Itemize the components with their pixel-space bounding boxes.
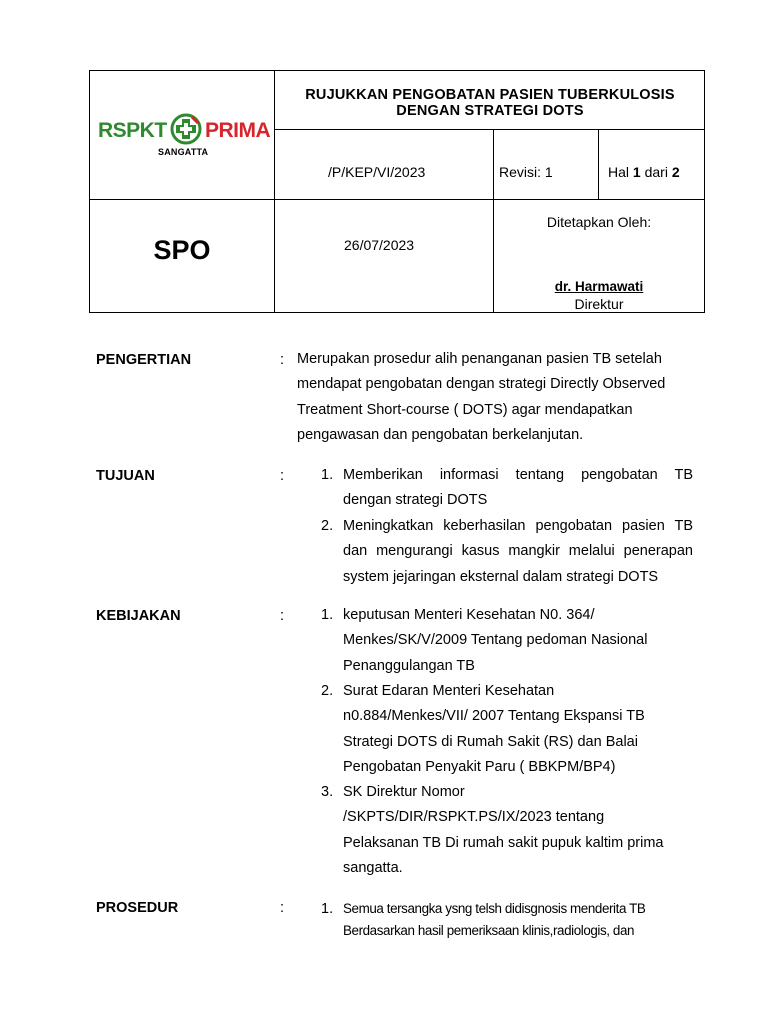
tujuan-2-line-2: dan mengurangi kasus mangkir melalui penerapan — [343, 543, 693, 560]
colon-pengertian: : — [280, 352, 285, 368]
pengertian-line-3: Treatment Short-course ( DOTS) agar mendapatkan — [297, 401, 633, 418]
label-pengertian: PENGERTIAN — [96, 352, 192, 368]
kebijakan-3-line-1: SK Direktur Nomor — [343, 784, 465, 800]
kebijakan-3-line-2: /SKPTS/DIR/RSPKT.PS/IX/2023 tentang — [343, 809, 605, 826]
label-tujuan: TUJUAN — [96, 468, 155, 484]
page-current: 1 — [632, 164, 641, 180]
kebijakan-1-line-1: keputusan Menteri Kesehatan N0. 364/ — [343, 607, 595, 623]
issue-date: 26/07/2023 — [344, 237, 415, 253]
pengertian-text — [297, 347, 697, 448]
title-line-2: DENGAN STRATEGI DOTS — [396, 103, 584, 119]
signer-title: Direktur — [574, 296, 624, 312]
doc-number: /P/KEP/VI/2023 — [328, 164, 426, 180]
kebijakan-2-line-4: Pengobatan Penyakit Paru ( BBKPM/BP4) — [343, 758, 616, 775]
colon-prosedur: : — [280, 900, 285, 916]
kebijakan-2-line-1: Surat Edaran Menteri Kesehatan — [343, 683, 555, 699]
hospital-logo — [98, 109, 274, 169]
page-prefix: Hal — [608, 164, 633, 180]
kebijakan-3-line-3: Pelaksanan TB Di rumah sakit pupuk kaltim prima — [343, 834, 664, 851]
kebijakan-2-line-3: Strategi DOTS di Rumah Sakit (RS) dan Balai — [343, 733, 638, 750]
kebijakan-2-line-2: n0.884/Menkes/VII/ 2007 Tentang Ekspansi TB — [343, 708, 645, 725]
colon-tujuan: : — [280, 468, 285, 484]
logo-sub-text: SANGATTA — [158, 147, 209, 157]
medical-cross-icon — [170, 113, 202, 145]
document-title — [275, 87, 705, 119]
colon-kebijakan: : — [280, 608, 285, 624]
kebijakan-1-line-3: Penanggulangan TB — [343, 657, 475, 674]
kebijakan-1-line-2: Menkes/SK/V/2009 Tentang pedoman Nasional — [343, 632, 648, 649]
tujuan-1-line-2: dengan strategi DOTS — [343, 492, 488, 509]
page-indicator — [608, 164, 680, 180]
item-number: 2. — [321, 683, 334, 699]
kebijakan-3-line-4: sangatta. — [343, 859, 403, 876]
logo-right-text: PRIMA — [205, 119, 271, 142]
item-number: 1. — [321, 607, 334, 623]
label-prosedur: PROSEDUR — [96, 900, 179, 916]
signer-name: dr. Harmawati — [554, 279, 644, 294]
prosedur-1-line-2: Berdasarkan hasil pemeriksaan klinis,radiologis, dan — [343, 923, 635, 938]
title-line-1: RUJUKKAN PENGOBATAN PASIEN TUBERKULOSIS — [305, 87, 675, 103]
header-table — [89, 70, 705, 313]
divider-vertical-page — [598, 129, 599, 199]
divider-middle — [90, 199, 704, 200]
logo-left-text: RSPKT — [98, 119, 167, 142]
label-kebijakan: KEBIJAKAN — [96, 608, 181, 624]
prosedur-1-line-1: Semua tersangka ysng telsh didisgnosis menderita TB — [343, 901, 646, 916]
established-by: Ditetapkan Oleh: — [546, 214, 652, 230]
revision: Revisi: 1 — [499, 164, 553, 180]
divider-under-title — [274, 129, 704, 130]
item-number: 1. — [321, 467, 334, 483]
spo-label: SPO — [153, 235, 211, 265]
tujuan-2-line-3: system jejaringan eksternal dalam strategi DOTS — [343, 568, 659, 585]
page-mid: dari — [640, 164, 672, 180]
page-total: 2 — [671, 164, 680, 180]
item-number: 3. — [321, 784, 334, 800]
pengertian-line-1: Merupakan prosedur alih penanganan pasien TB setelah — [297, 351, 662, 367]
tujuan-2-line-1: Meningkatkan keberhasilan pengobatan pasien TB — [343, 518, 693, 534]
tujuan-1-line-1: Memberikan informasi tentang pengobatan TB — [343, 467, 693, 483]
item-number: 1. — [321, 901, 334, 917]
pengertian-line-4: pengawasan dan pengobatan berkelanjutan. — [297, 426, 584, 443]
item-number: 2. — [321, 518, 334, 534]
pengertian-line-2: mendapat pengobatan dengan strategi Directly Observed — [297, 376, 666, 393]
